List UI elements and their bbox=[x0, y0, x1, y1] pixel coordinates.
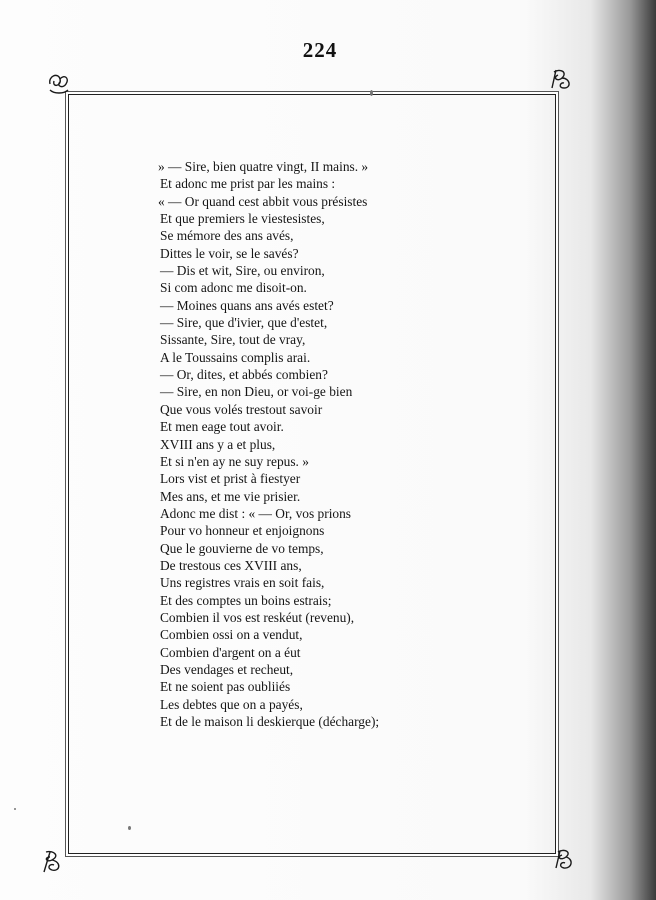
verse-line: Se mémore des ans avés, bbox=[160, 228, 294, 244]
scroll-flourish-icon bbox=[550, 846, 576, 872]
paper-speck bbox=[14, 808, 16, 810]
verse-line: — Sire, que d'ivier, que d'estet, bbox=[160, 315, 328, 331]
verse-line: Combien il vos est reskéut (revenu), bbox=[160, 609, 355, 625]
verse-line: Adonc me dist : « — Or, vos prions bbox=[160, 505, 352, 521]
verse-line: A le Toussains complis arai. bbox=[160, 349, 311, 365]
page-number: 224 bbox=[302, 38, 338, 62]
verse-line: Et adonc me prist par les mains : bbox=[160, 176, 336, 192]
verse-line: XVIII ans y a et plus, bbox=[160, 436, 276, 452]
verse-line: — Moines quans ans avés estet? bbox=[160, 297, 334, 313]
verse-line: Et ne soient pas oubliiés bbox=[160, 679, 291, 695]
verse-line: — Sire, en non Dieu, or voi-ge bien bbox=[160, 384, 353, 400]
scroll-flourish-icon bbox=[40, 848, 66, 874]
verse-line: Et men eage tout avoir. bbox=[160, 419, 284, 435]
verse-line: Et que premiers le viestesistes, bbox=[160, 211, 325, 227]
verse-line: Et si n'en ay ne suy repus. » bbox=[160, 453, 309, 469]
verse-line: Sissante, Sire, tout de vray, bbox=[160, 332, 306, 348]
paper-speck bbox=[370, 90, 373, 96]
verse-line: Combien d'argent on a éut bbox=[160, 644, 301, 660]
poem-text bbox=[160, 158, 540, 730]
scroll-flourish-icon bbox=[548, 66, 574, 92]
verse-line: » — Sire, bien quatre vingt, II mains. » bbox=[158, 159, 369, 174]
verse-line: Et des comptes un boins estrais; bbox=[160, 592, 332, 608]
verse-line: De trestous ces XVIII ans, bbox=[160, 557, 302, 573]
verse-line: Lors vist et prist à fiestyer bbox=[160, 471, 301, 487]
verse-line: Les debtes que on a payés, bbox=[160, 696, 303, 712]
verse-line: Que vous volés trestout savoir bbox=[160, 401, 323, 417]
verse-line: Des vendages et recheut, bbox=[160, 661, 294, 677]
verse-line: — Dis et wit, Sire, ou environ, bbox=[160, 263, 325, 279]
verse-line: Mes ans, et me vie prisier. bbox=[160, 488, 301, 504]
paper-speck bbox=[128, 826, 131, 830]
verse-line: Dittes le voir, se le savés? bbox=[160, 245, 299, 261]
scroll-flourish-icon bbox=[46, 70, 72, 96]
verse-line: Et de le maison li deskierque (décharge); bbox=[160, 714, 380, 729]
verse-line: Combien ossi on a vendut, bbox=[160, 627, 303, 643]
verse-line: Que le gouvierne de vo temps, bbox=[160, 540, 324, 556]
verse-line: — Or, dites, et abbés combien? bbox=[160, 367, 328, 383]
verse-line: Uns registres vrais en soit fais, bbox=[160, 575, 325, 591]
verse-line: Si com adonc me disoit-on. bbox=[160, 280, 307, 296]
verse-line: Pour vo honneur et enjoignons bbox=[160, 523, 325, 539]
verse-line: « — Or quand cest abbit vous présistes bbox=[158, 193, 368, 209]
